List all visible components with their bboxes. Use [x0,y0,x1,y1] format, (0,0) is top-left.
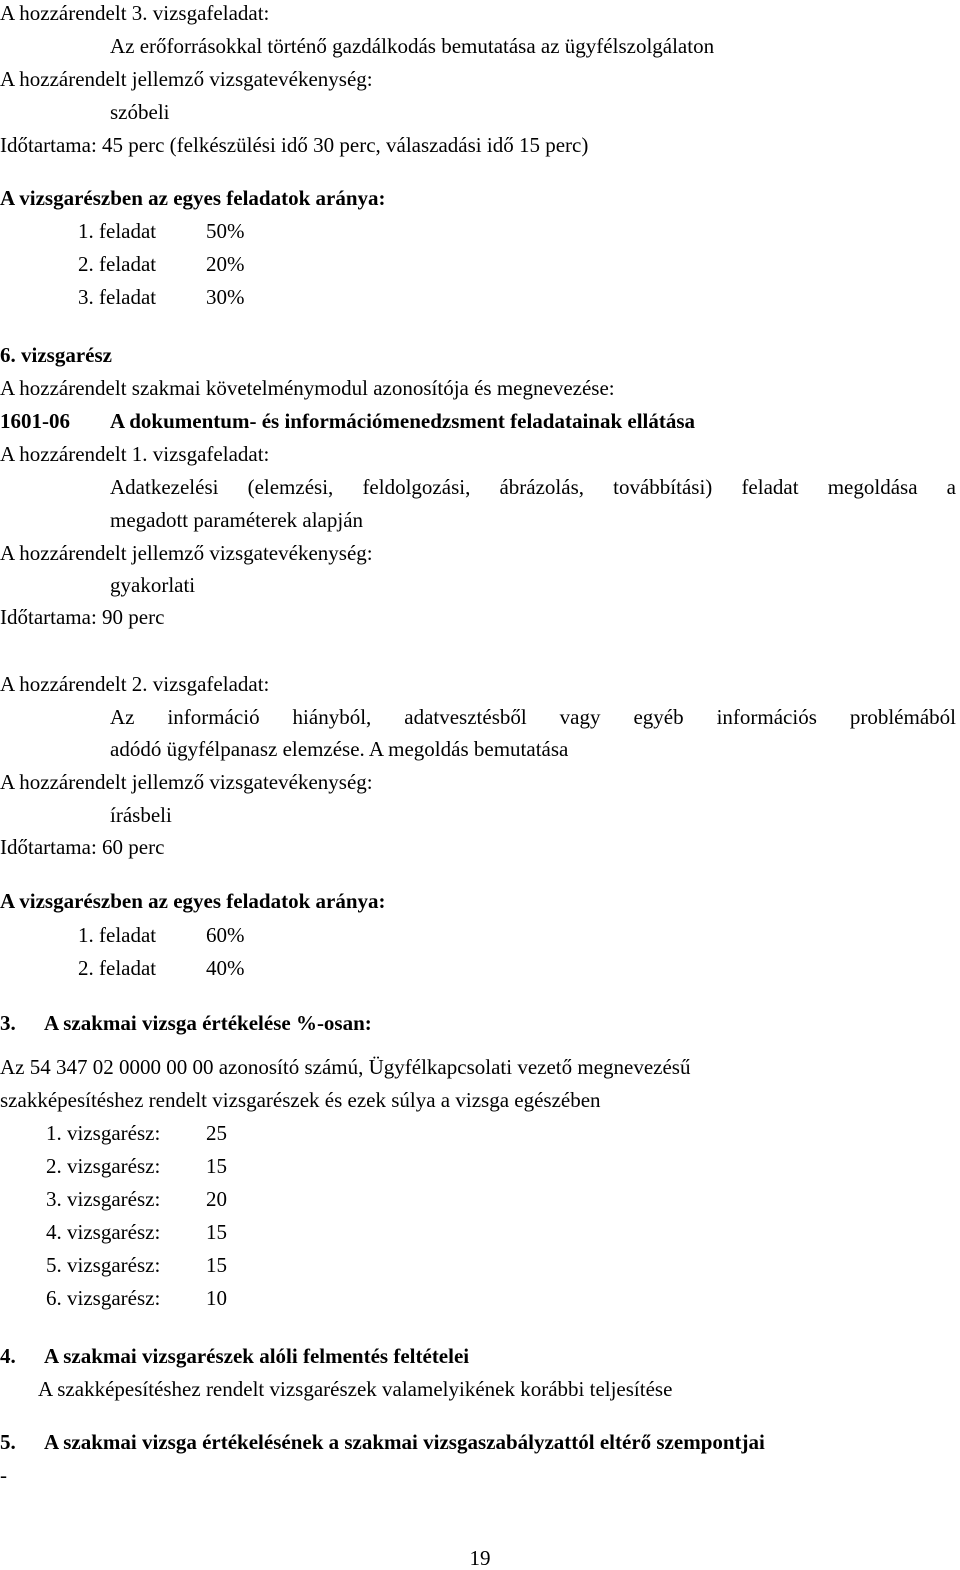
module-title [0,411,695,432]
ratio1-item-label: 1. feladat [78,219,157,243]
weight-item [46,1222,227,1243]
section4-heading [0,1346,469,1367]
ratio2-item [78,925,245,946]
ratio1-item [78,254,245,275]
ratio1-heading: A vizsgarészben az egyes feladatok aránya: [0,186,386,210]
task2-desc-line1: Az információ hiányból, adatvesztésből vagy egyéb információs problémából [110,705,956,729]
module-code: 1601-06 [0,409,70,433]
section5-title: A szakmai vizsga értékelésének a szakmai vizsgaszabályzattól eltérő szempontjai [44,1430,765,1454]
weight-value: 20 [206,1187,227,1211]
module-label: A hozzárendelt szakmai követelménymodul azonosítója és megnevezése: [0,376,615,400]
ratio1-item-value: 30% [206,285,245,309]
task1-activity-label: A hozzárendelt jellemző vizsgatevékenység: [0,541,373,565]
weight-item [46,1255,227,1276]
ratio2-item-value: 40% [206,956,245,980]
ratio2-item-value: 60% [206,923,245,947]
weight-label: 4. vizsgarész: [46,1220,161,1244]
task1-label: A hozzárendelt 1. vizsgafeladat: [0,442,270,466]
weight-label: 1. vizsgarész: [46,1121,161,1145]
task2-activity-label: A hozzárendelt jellemző vizsgatevékenység: [0,770,373,794]
task2-duration: Időtartama: 60 perc [0,835,165,859]
section3-title: A szakmai vizsga értékelése %-osan: [44,1011,372,1035]
weight-label: 5. vizsgarész: [46,1253,161,1277]
weight-item [46,1288,227,1309]
ratio1-item [78,287,245,308]
weight-item [46,1156,227,1177]
task2-activity-value: írásbeli [110,803,172,827]
weight-value: 10 [206,1286,227,1310]
task2-desc-line2: adódó ügyfélpanasz elemzése. A megoldás bemutatása [110,737,569,761]
section4-number: 4. [0,1344,16,1368]
ratio2-item-label: 1. feladat [78,923,157,947]
task3-title: Az erőforrásokkal történő gazdálkodás bemutatása az ügyfélszolgálaton [110,34,715,58]
ratio1-item [78,221,245,242]
section3-para-line1: Az 54 347 02 0000 00 00 azonosító számú, Ügyfélkapcsolati vezető megnevezésű [0,1055,691,1079]
ratio1-item-label: 2. feladat [78,252,157,276]
part6-heading: 6. vizsgarész [0,343,112,367]
section5-number: 5. [0,1430,16,1454]
weight-label: 6. vizsgarész: [46,1286,161,1310]
ratio1-item-value: 50% [206,219,245,243]
task3-activity-value: szóbeli [110,100,170,124]
section4-text: A szakképesítéshez rendelt vizsgarészek valamelyikének korábbi teljesítése [38,1377,673,1401]
weight-value: 15 [206,1220,227,1244]
ratio2-item-label: 2. feladat [78,956,157,980]
task3-label: A hozzárendelt 3. vizsgafeladat: [0,1,270,25]
weight-item [46,1123,227,1144]
weight-item [46,1189,227,1210]
section3-heading [0,1013,372,1034]
task2-label: A hozzárendelt 2. vizsgafeladat: [0,672,270,696]
task1-activity-value: gyakorlati [110,573,196,597]
ratio1-item-value: 20% [206,252,245,276]
section4-title: A szakmai vizsgarészek alóli felmentés feltételei [44,1344,470,1368]
weight-value: 15 [206,1154,227,1178]
module-name: A dokumentum- és információmenedzsment feladatainak ellátása [110,409,696,433]
task3-activity-label: A hozzárendelt jellemző vizsgatevékenység: [0,67,373,91]
task1-desc-line2: megadott paraméterek alapján [110,508,364,532]
weight-value: 15 [206,1253,227,1277]
section5-text: - [0,1463,7,1487]
weight-label: 3. vizsgarész: [46,1187,161,1211]
weight-value: 25 [206,1121,227,1145]
page-number: 19 [469,1546,491,1570]
ratio1-item-label: 3. feladat [78,285,157,309]
ratio2-heading: A vizsgarészben az egyes feladatok aránya: [0,889,386,913]
ratio2-item [78,958,245,979]
weight-label: 2. vizsgarész: [46,1154,161,1178]
task3-duration: Időtartama: 45 perc (felkészülési idő 30 perc, válaszadási idő 15 perc) [0,133,589,157]
task1-desc-line1: Adatkezelési (elemzési, feldolgozási, ábrázolás, továbbítási) feladat megoldása a [110,475,956,499]
task1-duration: Időtartama: 90 perc [0,605,165,629]
section3-para-line2: szakképesítéshez rendelt vizsgarészek és ezek súlya a vizsga egészében [0,1088,601,1112]
section5-heading [0,1432,765,1453]
section3-number: 3. [0,1011,16,1035]
